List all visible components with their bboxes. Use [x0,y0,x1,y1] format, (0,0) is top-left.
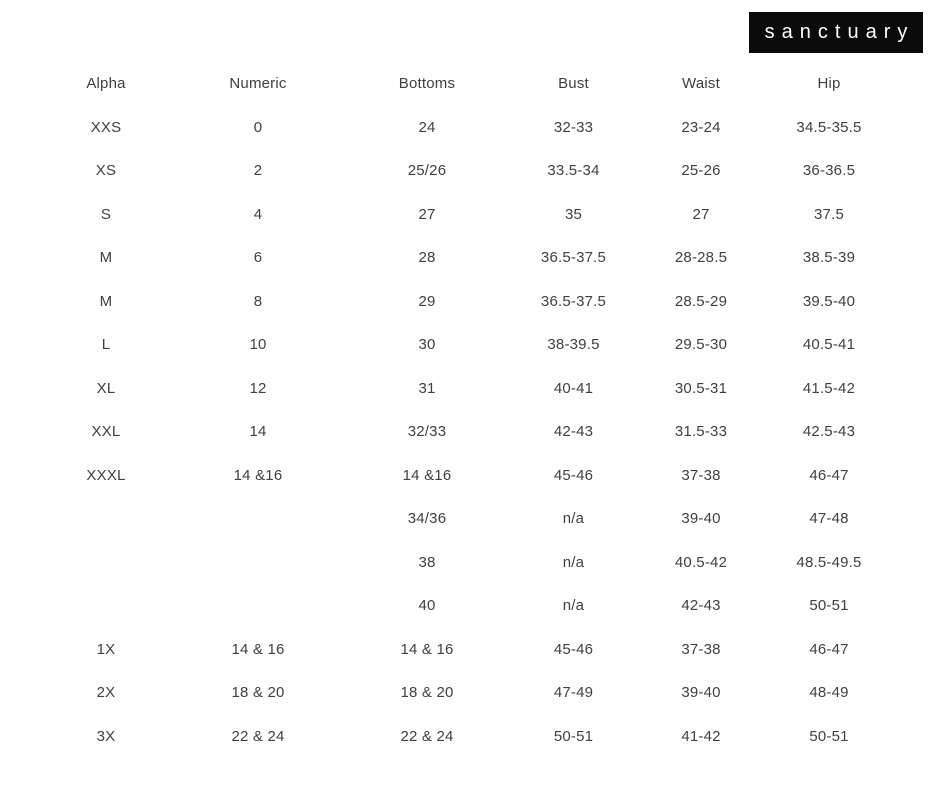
table-cell: 45-46 [553,466,594,484]
table-cell: 39.5-40 [802,292,856,310]
table-cell [172,584,344,628]
table-cell: 39-40 [681,684,721,702]
table-cell: 38-39.5 [547,336,600,354]
table-cell: 4 [253,205,263,223]
table-cell: XS [95,162,117,180]
table-cell: 42.5-43 [802,423,856,441]
table-cell: 22 & 24 [400,727,454,745]
table-cell: 1X [96,640,116,658]
table-row [40,323,893,367]
table-cell: M [99,292,113,310]
table-cell: L [101,336,111,354]
table-cell [40,584,172,628]
header-row [40,62,893,106]
table-cell: 14 &16 [402,466,452,484]
column-header-hip: Hip [817,75,841,93]
table-cell: 37-38 [681,640,721,658]
table-cell: XXS [90,118,122,136]
table-cell: 48.5-49.5 [796,553,862,571]
table-cell: n/a [562,510,585,528]
brand-logo-text: sanctuary [764,21,915,43]
table-cell: 48-49 [809,684,849,702]
table-row [40,106,893,150]
column-header-waist: Waist [682,75,720,93]
table-cell [172,497,344,541]
table-cell: 38.5-39 [802,249,856,267]
table-cell: 27 [418,205,436,223]
table-cell: 47-48 [809,510,849,528]
table-cell [40,497,172,541]
table-cell: M [99,249,113,267]
table-cell: 40 [418,597,436,615]
table-cell: 50-51 [809,597,849,615]
size-table [40,62,893,758]
table-cell: 18 & 20 [400,684,454,702]
table-cell: 31.5-33 [674,423,728,441]
table-row [40,367,893,411]
column-header-bust: Bust [558,75,589,93]
table-cell: 35 [564,205,583,223]
table-cell: 28-28.5 [674,249,728,267]
table-cell: 37.5 [814,205,844,223]
table-row [40,541,893,585]
table-cell [40,541,172,585]
table-cell: 14 [249,423,267,441]
table-cell: 38 [418,553,436,571]
table-cell: 22 & 24 [231,727,285,745]
table-cell: 3X [96,727,116,745]
table-row [40,149,893,193]
table-cell: 28 [418,249,436,267]
column-header-alpha: Alpha [86,75,126,93]
table-cell: XL [96,379,116,397]
column-header-bottoms: Bottoms [398,75,456,93]
table-cell: 45-46 [553,640,594,658]
table-cell: 32/33 [407,423,447,441]
table-cell: 2 [253,162,263,180]
table-cell: 10 [249,336,267,354]
table-cell: 34/36 [407,510,447,528]
table-cell: XXXL [86,466,126,484]
table-cell: 50-51 [553,727,594,745]
table-row [40,454,893,498]
table-row [40,236,893,280]
table-row [40,497,893,541]
table-cell: 0 [253,118,263,136]
table-cell: S [100,205,112,223]
table-cell: 41.5-42 [802,379,856,397]
table-cell: 34.5-35.5 [796,118,862,136]
table-cell: 39-40 [681,510,721,528]
table-cell: 37-38 [681,466,721,484]
table-cell: 27 [692,205,710,223]
table-cell: n/a [562,597,585,615]
table-cell: 31 [418,379,436,397]
table-row [40,193,893,237]
table-cell: 25-26 [681,162,721,180]
table-cell: 46-47 [809,640,849,658]
table-row [40,280,893,324]
table-row [40,628,893,672]
size-table-body [40,106,893,759]
table-cell: 42-43 [553,423,594,441]
table-cell: 32-33 [553,118,594,136]
table-cell: 33.5-34 [547,162,600,180]
table-cell: 8 [253,292,263,310]
table-cell: 23-24 [681,118,721,136]
table-cell: 6 [253,249,263,267]
table-cell: n/a [562,553,585,571]
table-cell: XXL [91,423,121,441]
table-cell: 29 [418,292,436,310]
table-cell: 47-49 [553,684,594,702]
table-cell: 42-43 [681,597,721,615]
table-cell: 14 &16 [233,466,283,484]
table-row [40,671,893,715]
table-cell: 25/26 [407,162,447,180]
table-row [40,410,893,454]
table-cell: 40-41 [553,379,594,397]
table-cell: 30.5-31 [674,379,728,397]
table-cell: 36.5-37.5 [540,292,607,310]
table-cell: 29.5-30 [674,336,728,354]
brand-logo [749,12,923,53]
table-row [40,584,893,628]
table-row [40,715,893,759]
table-cell: 50-51 [809,727,849,745]
table-cell [172,541,344,585]
column-header-numeric: Numeric [229,75,287,93]
table-cell: 28.5-29 [674,292,728,310]
table-cell: 36-36.5 [802,162,856,180]
table-cell: 14 & 16 [400,640,454,658]
table-cell: 24 [418,118,436,136]
table-cell: 14 & 16 [231,640,285,658]
table-cell: 18 & 20 [231,684,285,702]
table-cell: 2X [96,684,116,702]
table-cell: 41-42 [681,727,721,745]
table-cell: 12 [249,379,267,397]
table-cell: 46-47 [809,466,849,484]
table-cell: 40.5-41 [802,336,856,354]
table-cell: 40.5-42 [674,553,728,571]
table-cell: 36.5-37.5 [540,249,607,267]
size-table-header [40,62,893,106]
table-cell: 30 [418,336,436,354]
